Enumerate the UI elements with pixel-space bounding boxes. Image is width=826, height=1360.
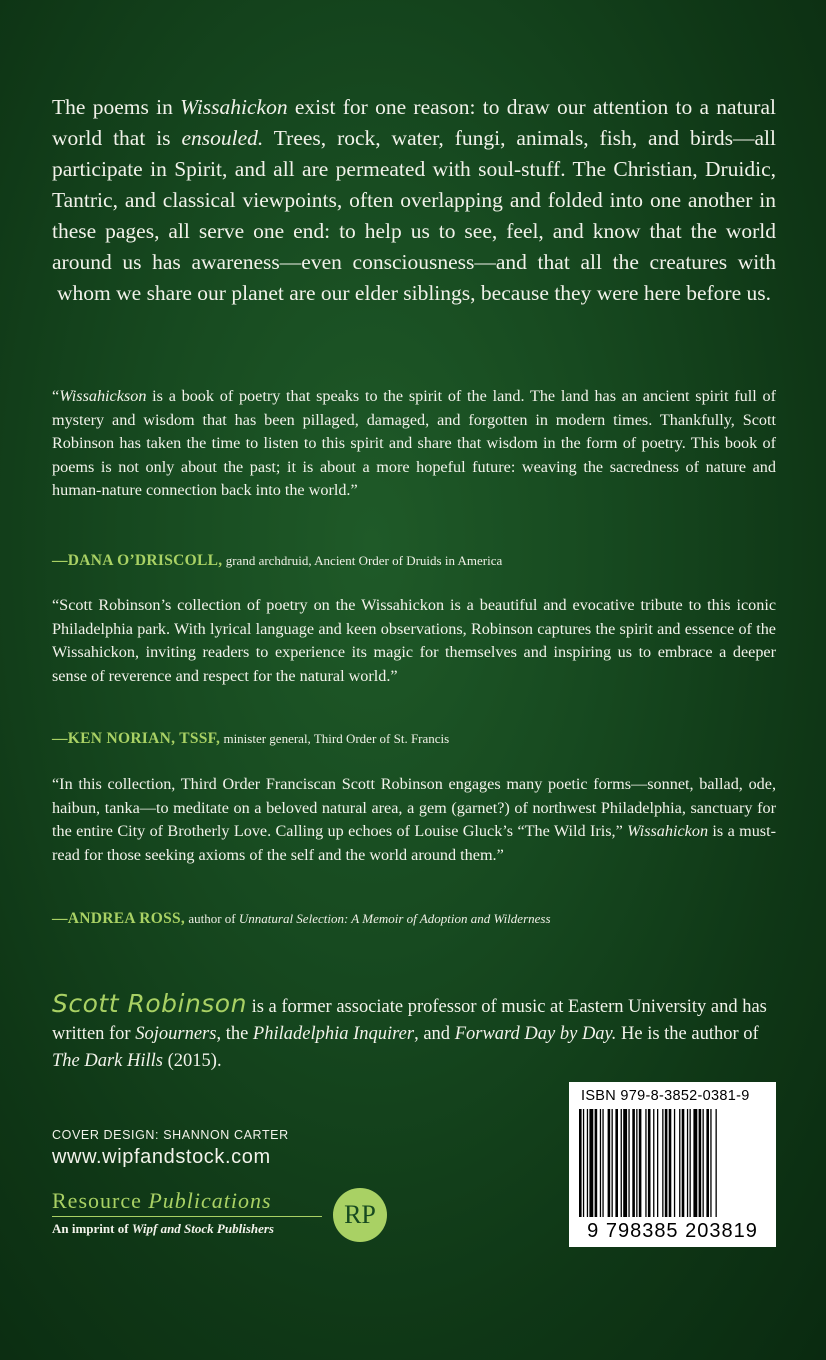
endorsement-1-attribution <box>52 552 776 570</box>
imprint-text: An imprint of <box>52 1221 132 1236</box>
endorsement-2-attribution <box>52 730 776 748</box>
barcode-bar <box>583 1109 584 1217</box>
author-bio <box>52 990 776 1075</box>
barcode-bar <box>662 1109 663 1217</box>
barcode-bar <box>665 1109 668 1217</box>
publisher-name-1: Resource <box>52 1188 149 1213</box>
author-name: Scott Robinson <box>52 989 247 1018</box>
bio-text: , the <box>216 1024 253 1044</box>
endorser-name: —KEN NORIAN, TSSF, <box>52 730 221 747</box>
imprint-line <box>52 1221 322 1237</box>
endorsement-3-title: Wissahickon <box>627 822 709 840</box>
bio-publication: Philadelphia Inquirer <box>252 1024 415 1044</box>
bio-book: The Dark Hills <box>52 1051 163 1071</box>
barcode-bar <box>690 1109 691 1217</box>
barcode-bar <box>621 1109 622 1217</box>
lead-paragraph <box>52 92 776 309</box>
imprint-parent: Wipf and Stock Publishers <box>131 1221 274 1236</box>
barcode-bar <box>595 1109 598 1217</box>
barcode-bar <box>645 1109 646 1217</box>
publisher-name-2: Publications <box>148 1188 272 1213</box>
publisher-url[interactable]: www.wipfandstock.com <box>52 1146 271 1168</box>
barcode-bar <box>687 1109 688 1217</box>
barcode-bar <box>682 1109 685 1217</box>
barcode-bars <box>579 1109 766 1217</box>
bio-publication: Sojourners <box>135 1024 217 1044</box>
endorsement-3 <box>52 773 776 867</box>
endorser-role: grand archdruid, Ancient Order of Druids in America <box>222 553 503 568</box>
endorsement-3-text-2: is a must-read for those seeking axioms of the self and the world around them.” <box>52 822 776 864</box>
cover-design-credit: COVER DESIGN: SHANNON CARTER <box>52 1128 289 1142</box>
barcode-bar <box>602 1109 603 1217</box>
lead-book-title: Wissahickon <box>180 95 288 119</box>
bio-text: He is the author of <box>616 1024 759 1044</box>
publisher-logo-icon: RP <box>333 1188 387 1242</box>
endorser-role: author of <box>185 911 239 926</box>
barcode-bar <box>636 1109 637 1217</box>
lead-text-3: Trees, rock, water, fungi, animals, fish, and birds—all participate in Spirit, and all are permeated with soul-stuff. The Christian, Druidic, Tantric, and classical viewpoints, often overlapping and folded into one another in these pages, all serve one end: to help us to see, feel, and know that the world around us has awareness—even consciousness—and that all the creatures with whom we share our planet are our elder siblings, because they were here before us. <box>52 126 776 305</box>
quote-open-mark: “ <box>52 387 60 405</box>
barcode-bar <box>669 1109 672 1217</box>
barcode-bar <box>706 1109 709 1217</box>
endorsement-1-text: is a book of poetry that speaks to the spirit of the land. The land has an ancient spirit full of mystery and wisdom that has been pillaged, damaged, and forgotten in modern times. Thankfully, Scott Robinson has taken the time to listen to this spirit and share that wisdom in the form of poetry. This book of poems is not only about the past; it is about a more hopeful future: weaving the sacredness of nature and human-nature connection back into the world.” <box>52 387 776 499</box>
barcode-bar <box>699 1109 702 1217</box>
barcode-bar <box>612 1109 613 1217</box>
bio-text: (2015). <box>163 1051 222 1071</box>
barcode-bar <box>623 1109 627 1217</box>
endorser-book: Unnatural Selection: A Memoir of Adoption and Wilderness <box>238 911 551 926</box>
barcode-bar <box>615 1109 618 1217</box>
endorser-role: minister general, Third Order of St. Francis <box>220 731 450 746</box>
barcode-bar <box>648 1109 651 1217</box>
endorsement-2 <box>52 594 776 688</box>
barcode-bar <box>716 1109 717 1217</box>
barcode-bar <box>710 1109 711 1217</box>
barcode-bar <box>674 1109 675 1217</box>
endorsement-3-attribution <box>52 910 776 928</box>
barcode-bar <box>679 1109 680 1217</box>
endorsement-1 <box>52 385 776 503</box>
lead-text-2: exist for one reason: to draw our attention to a natural world that is <box>52 95 776 150</box>
lead-text-1: The poems in <box>52 95 181 119</box>
barcode-bar <box>628 1109 629 1217</box>
endorsement-3-text-1: “In this collection, Third Order Franciscan Scott Robinson engages many poetic forms—sonnet, ballad, ode, haibun, tanka—to meditate on a beloved natural area, a gem (garnet?) of northwest Philadelphia, sanctuary for the entire City of Brotherly Love. Calling up echoes of Louise Gluck’s “The Wild Iris,” <box>52 775 776 840</box>
barcode-bar <box>653 1109 654 1217</box>
barcode-bar <box>703 1109 704 1217</box>
isbn-label: ISBN 979-8-3852-0381-9 <box>581 1088 750 1104</box>
bio-text: , and <box>414 1024 455 1044</box>
endorsement-1-title: Wissahickson <box>59 387 147 405</box>
endorser-name: —ANDREA ROSS, <box>52 910 186 927</box>
barcode-bar <box>579 1109 582 1217</box>
bio-text: is a former associate professor of music at Eastern University and has written for <box>52 997 767 1044</box>
barcode-bar <box>587 1109 588 1217</box>
barcode-number: 9 798385 203819 <box>587 1220 758 1242</box>
publisher-name <box>52 1188 322 1214</box>
barcode-bar <box>639 1109 642 1217</box>
imprint-divider <box>52 1216 322 1217</box>
barcode-bar <box>657 1109 658 1217</box>
lead-emphasis: ensouled. <box>181 126 264 150</box>
isbn-barcode <box>569 1082 776 1247</box>
endorser-name: —DANA O’DRISCOLL, <box>52 552 223 569</box>
barcode-bar <box>608 1109 611 1217</box>
endorsement-2-text: “Scott Robinson’s collection of poetry on the Wissahickon is a beautiful and evocative tribute to this iconic Philadelphia park. With lyrical language and keen observations, Robinson captures the spirit and essence of the Wissahickon, inviting readers to experience its magic for themselves and inspiring us to embrace a deeper sense of reverence and respect for the natural world.” <box>52 596 776 685</box>
barcode-bar <box>589 1109 593 1217</box>
barcode-bar <box>600 1109 601 1217</box>
barcode-bar <box>632 1109 635 1217</box>
bio-publication: Forward Day by Day. <box>454 1024 617 1044</box>
publisher-imprint <box>52 1188 322 1237</box>
barcode-bar <box>693 1109 697 1217</box>
